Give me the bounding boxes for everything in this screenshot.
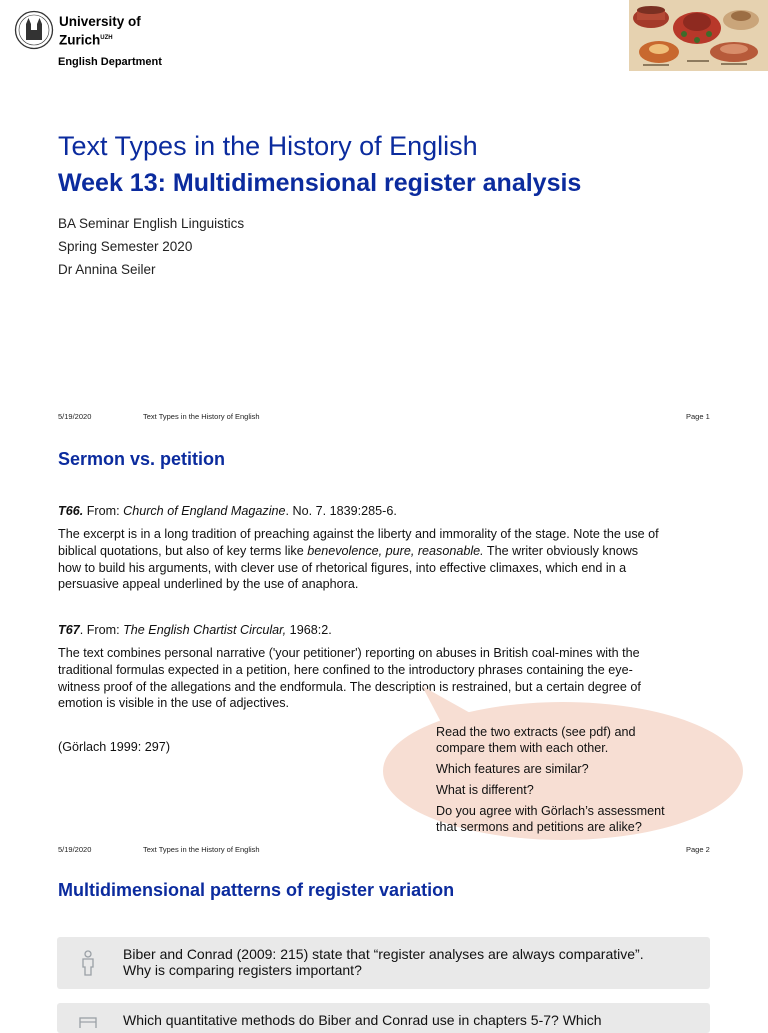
course-name: BA Seminar English Linguistics	[58, 216, 245, 231]
t67-source-line: T67. From: The English Chartist Circular, 1968:2.	[58, 623, 332, 637]
bubble-line: What is different?	[436, 783, 534, 797]
semester: Spring Semester 2020	[58, 239, 193, 254]
footer-page-number: Page 2	[686, 845, 710, 854]
t66-source-line: T66. From: Church of England Magazine. No. 7. 1839:285-6.	[58, 504, 397, 518]
bubble-line: that sermons and petitions are alike?	[436, 820, 642, 834]
bubble-line: Do you agree with Görlach’s assessment	[436, 804, 665, 818]
bubble-line: Read the two extracts (see pdf) and	[436, 725, 636, 739]
food-illustration-image	[629, 0, 768, 71]
calendar-icon	[79, 1016, 97, 1028]
bubble-line: Which features are similar?	[436, 762, 589, 776]
university-logo-text: University of Zurich$^{UZH}$	[59, 14, 141, 48]
section-heading: Multidimensional patterns of register variation	[58, 880, 455, 900]
university-seal-icon	[14, 10, 54, 50]
citation: (Görlach 1999: 297)	[58, 740, 171, 754]
footer-page-number: Page 1	[686, 412, 710, 421]
question-text: Which quantitative methods do Biber and Conrad use in chapters 5-7? Which	[123, 1012, 602, 1028]
department-label: English Department	[58, 56, 162, 68]
footer-date: 5/19/2020	[58, 845, 92, 854]
section-heading: Sermon vs. petition	[58, 449, 226, 469]
question-text: Biber and Conrad (2009: 215) state that “register analyses are always comparative”. Why is comparing registers important?	[123, 946, 644, 978]
slide-title: Text Types in the History of English	[58, 131, 478, 161]
footer-date: 5/19/2020	[58, 412, 92, 421]
t67-description: The text combines personal narrative ('your petitioner') reporting on abuses in British coal-mines with the traditional formulas expected in a petition, here confined to the introductory phrases containing the eye- witness proof of the allegations and the endformula. The description is restrained, but a certain degree of emotion is visible in the use of adjectives.	[58, 646, 641, 711]
lecturer-name: Dr Annina Seiler	[58, 262, 156, 277]
footer-course: Text Types in the History of English	[143, 412, 260, 421]
person-icon	[80, 950, 96, 976]
speech-bubble-tail	[412, 684, 472, 724]
footer-course: Text Types in the History of English	[143, 845, 260, 854]
t66-description: The excerpt is in a long tradition of preaching against the liberty and immorality of the stage. Note the use of biblical quotations, but also of key terms like benevolence, pure, reasonable. The writer obviously knows how to build his arguments, with clever use of rhetorical figures, into effective climaxes, which end in a persuasive appeal underlined by the use of anaphora.	[58, 527, 659, 592]
bubble-line: compare them with each other.	[436, 741, 609, 755]
slide-subtitle: Week 13: Multidimensional register analysis	[58, 169, 582, 197]
